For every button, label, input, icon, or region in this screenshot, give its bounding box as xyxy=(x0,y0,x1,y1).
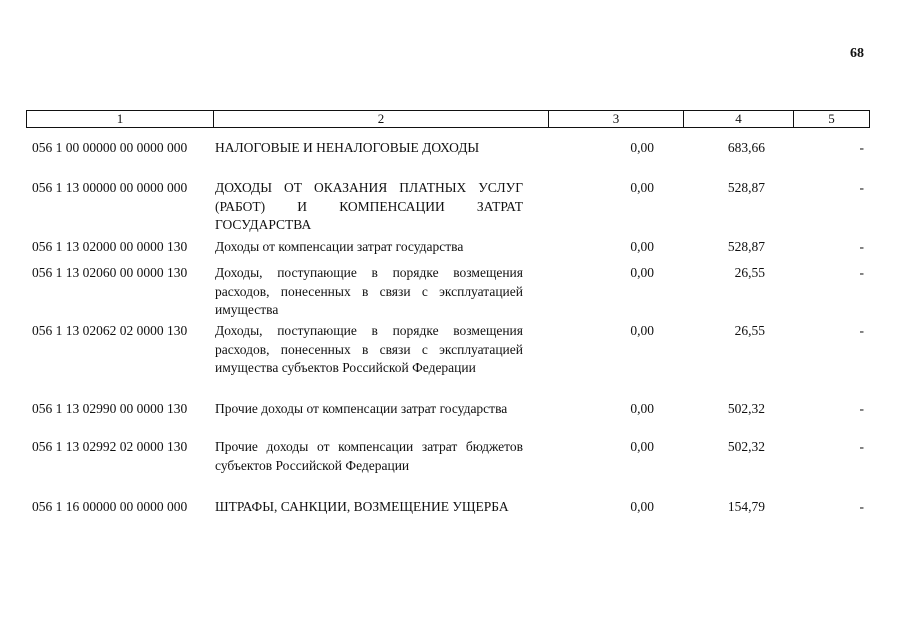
row-code: 056 1 16 00000 00 0000 000 xyxy=(32,499,188,514)
row-value-col5: - xyxy=(859,180,864,195)
row-code: 056 1 13 02062 02 0000 130 xyxy=(32,323,188,338)
row-value-col4: 26,55 xyxy=(734,265,765,280)
row-value-col3: 0,00 xyxy=(630,180,654,195)
row-value-col5: - xyxy=(859,439,864,454)
column-header-2: 2 xyxy=(214,111,549,128)
row-description: НАЛОГОВЫЕ И НЕНАЛОГОВЫЕ ДОХОДЫ xyxy=(215,140,480,155)
row-description: ДОХОДЫ ОТ ОКАЗАНИЯ ПЛАТНЫХ УСЛУГ (РАБОТ) И КОМПЕНСАЦИИ ЗАТРАТ ГОСУДАРСТВА xyxy=(215,180,523,232)
column-header-5: 5 xyxy=(794,111,870,128)
row-value-col5: - xyxy=(859,323,864,338)
row-value-col4: 154,79 xyxy=(727,499,765,514)
row-code: 056 1 13 02992 02 0000 130 xyxy=(32,439,188,454)
row-value-col4: 528,87 xyxy=(727,239,765,254)
row-description: Доходы, поступающие в порядке возмещения расходов, понесенных в связи с эксплуатацией имущества субъектов Российской Федерации xyxy=(215,323,523,375)
row-code: 056 1 13 02060 00 0000 130 xyxy=(32,265,188,280)
row-code: 056 1 13 02000 00 0000 130 xyxy=(32,239,188,254)
row-value-col3: 0,00 xyxy=(630,265,654,280)
row-value-col5: - xyxy=(859,401,864,416)
row-code: 056 1 13 02990 00 0000 130 xyxy=(32,401,188,416)
row-value-col3: 0,00 xyxy=(630,323,654,338)
column-header-row xyxy=(27,111,870,128)
row-description: ШТРАФЫ, САНКЦИИ, ВОЗМЕЩЕНИЕ УЩЕРБА xyxy=(215,499,509,514)
row-description: Прочие доходы от компенсации затрат бюджетов субъектов Российской Федерации xyxy=(215,439,523,473)
row-value-col5: - xyxy=(859,140,864,155)
row-value-col4: 502,32 xyxy=(727,401,765,416)
row-value-col5: - xyxy=(859,239,864,254)
column-header-1: 1 xyxy=(27,111,214,128)
row-value-col5: - xyxy=(859,499,864,514)
row-value-col3: 0,00 xyxy=(630,401,654,416)
row-code: 056 1 13 00000 00 0000 000 xyxy=(32,180,188,195)
row-value-col3: 0,00 xyxy=(630,439,654,454)
row-value-col4: 683,66 xyxy=(727,140,765,155)
row-value-col4: 528,87 xyxy=(727,180,765,195)
row-value-col4: 26,55 xyxy=(734,323,765,338)
column-header-3: 3 xyxy=(549,111,684,128)
row-value-col3: 0,00 xyxy=(630,140,654,155)
row-value-col3: 0,00 xyxy=(630,239,654,254)
row-description: Доходы от компенсации затрат государства xyxy=(215,239,464,254)
row-value-col5: - xyxy=(859,265,864,280)
row-code: 056 1 00 00000 00 0000 000 xyxy=(32,140,188,155)
row-description: Доходы, поступающие в порядке возмещения расходов, понесенных в связи с эксплуатацией имущества xyxy=(215,265,523,317)
column-header-4: 4 xyxy=(684,111,794,128)
row-description: Прочие доходы от компенсации затрат государства xyxy=(215,401,508,416)
row-value-col4: 502,32 xyxy=(727,439,765,454)
column-header-table xyxy=(26,110,870,128)
page-number: 68 xyxy=(850,46,864,61)
row-value-col3: 0,00 xyxy=(630,499,654,514)
